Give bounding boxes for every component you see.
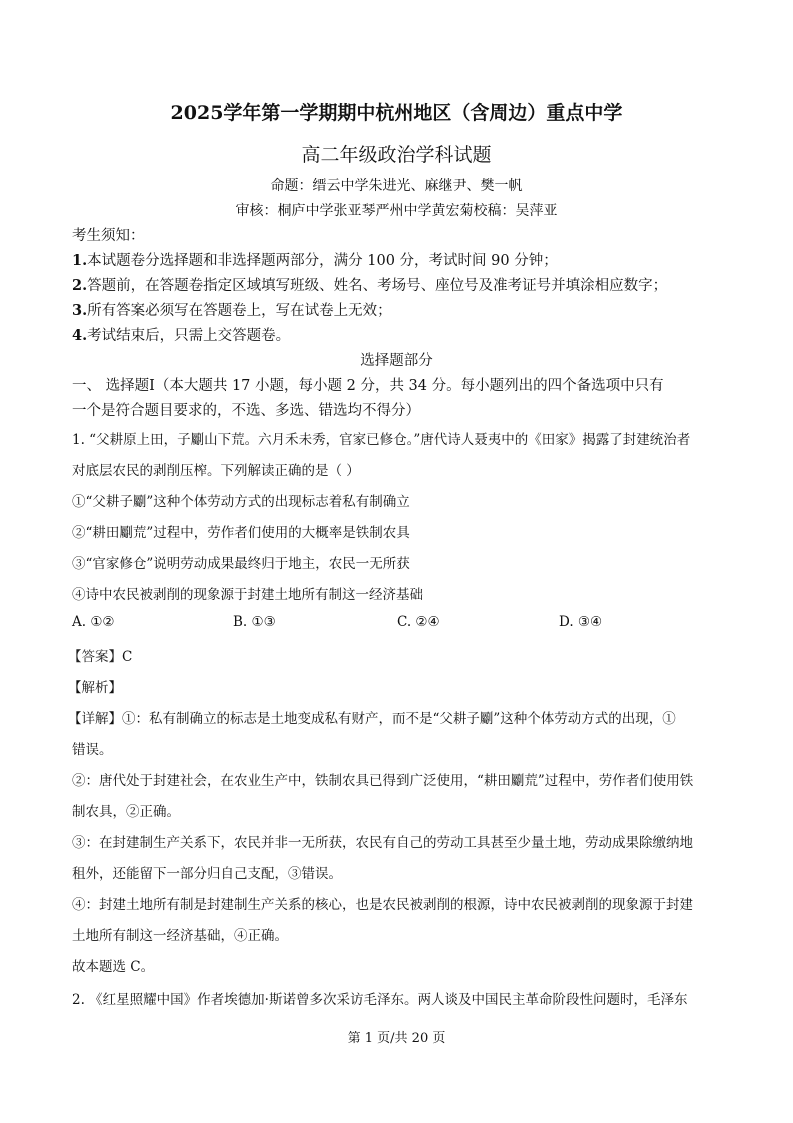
page-number: 第 1 页/共 20 页 [347,1031,446,1046]
notice-item: 2.答题前，在答题卷指定区域填写班级、姓名、考场号、座位号及准考证号并填涂相应数字； [72,277,668,294]
detail-line: 制农具，②正确。 [72,804,180,820]
option-c: C. ②④ [397,614,440,630]
answer-line: 【答案】C [68,649,133,665]
statement: ②“耕田劚荒”过程中，劳作者们使用的大概率是铁制农具 [72,525,410,541]
section-intro: 一、 选择题Ⅰ（本大题共 17 小题，每小题 2 分，共 34 分。每小题列出的四个备选项中只有 [72,378,664,394]
section-title: 选择题部分 [360,353,433,369]
notice-heading: 考生须知： [72,228,145,244]
notice-item: 3.所有答案必须写在答题卷上，写在试卷上无效； [72,302,392,319]
statement: ③“官家修仓”说明劳动成果最终归于地主，农民一无所获 [72,556,410,572]
notice-item: 1.本试题卷分选择题和非选择题两部分，满分 100 分，考试时间 90 分钟； [72,252,558,269]
detail-line: 【详解】①：私有制确立的标志是土地变成私有财产，而不是“父耕子劚”这种个体劳动方式的出现，① [68,711,676,727]
statement: ①“父耕子劚”这种个体劳动方式的出现标志着私有制确立 [72,494,410,510]
detail-line: ③：在封建制生产关系下，农民并非一无所获，农民有自己的劳动工具甚至少量土地，劳动成果除缴纳地 [72,835,693,851]
question-2-stem: 2. 《红星照耀中国》作者埃德加·斯诺曾多次采访毛泽东。两人谈及中国民主革命阶段性问题时，毛泽东 [72,992,688,1008]
detail-line: ④：封建土地所有制是封建制生产关系的核心，也是农民被剥削的根源，诗中农民被剥削的现象源于封建 [72,897,693,913]
option-b: B. ①③ [233,614,276,630]
notice-item: 4.考试结束后，只需上交答题卷。 [72,327,291,344]
section-intro: 一个是符合题目要求的，不选、多选、错选均不得分） [72,403,420,419]
exam-title-line1: 2025学年第一学期期中杭州地区（含周边）重点中学 [170,102,623,124]
detail-line: 故本题选 C。 [72,959,155,975]
reviewers-line: 审核：桐庐中学张亚琴严州中学黄宏菊校稿：吴萍亚 [235,203,558,219]
option-a: A. ①② [72,614,115,630]
analysis-label: 【解析】 [68,680,122,696]
detail-line: 土地所有制这一经济基础，④正确。 [72,928,288,944]
option-d: D. ③④ [559,614,603,630]
exam-title-line2: 高二年级政治学科试题 [301,144,492,166]
detail-line: 租外，还能留下一部分归自己支配，③错误。 [72,866,342,882]
statement: ④诗中农民被剥削的现象源于封建土地所有制这一经济基础 [72,587,423,603]
detail-line: ②：唐代处于封建社会，在农业生产中，铁制农具已得到广泛使用，“耕田劚荒”过程中，劳作者们使用铁 [72,773,694,789]
detail-line: 错误。 [72,742,113,758]
question-1-stem: 1. “父耕原上田，子劚山下荒。六月禾未秀，官家已修仓。”唐代诗人聂夷中的《田家》揭露了封建统治者 [72,432,691,448]
question-1-stem: 对底层农民的剥削压榨。下列解读正确的是（ ） [72,463,360,479]
authors-line: 命题：缙云中学朱进光、麻继尹、樊一帆 [270,178,523,194]
